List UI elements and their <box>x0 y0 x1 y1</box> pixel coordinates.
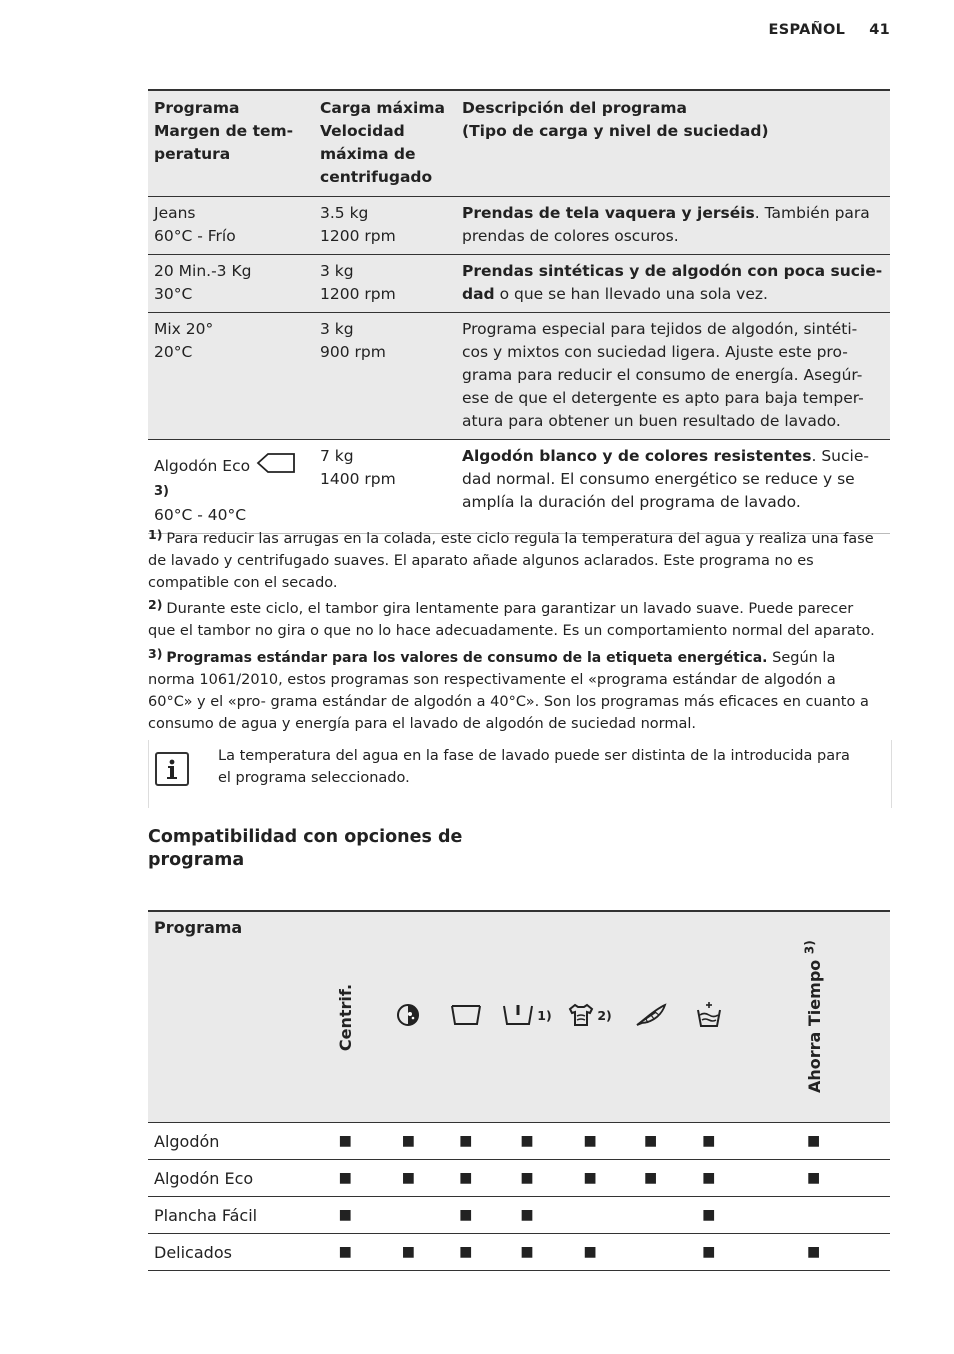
info-icon <box>155 752 189 786</box>
compat-mark: ■ <box>437 1197 495 1234</box>
compat-mark <box>380 1197 436 1234</box>
compat-mark <box>737 1197 890 1234</box>
table-row <box>148 1234 890 1271</box>
compat-mark: ■ <box>437 1234 495 1271</box>
compat-mark: ■ <box>680 1123 737 1160</box>
header-load: Carga máxima Velocidad máxima de centrifugado <box>314 90 456 197</box>
compat-mark: ■ <box>621 1123 680 1160</box>
footnote-ref: 2) <box>597 1007 612 1023</box>
option-stain <box>380 911 436 1123</box>
program-name: Algodón <box>148 1123 310 1160</box>
program-name: Algodón Eco <box>148 1160 310 1197</box>
program-cell: Jeans 60°C - Frío <box>148 197 314 255</box>
compat-mark: ■ <box>737 1234 890 1271</box>
compat-mark: ■ <box>737 1123 890 1160</box>
table-row <box>148 197 890 255</box>
compat-mark: ■ <box>495 1234 559 1271</box>
compat-mark: ■ <box>495 1197 559 1234</box>
info-text: La temperatura del agua en la fase de lavado puede ser distinta de la introducida para el programa seleccionado. <box>218 748 850 786</box>
compat-mark: ■ <box>495 1123 559 1160</box>
footnote-3: $^{3)}$ Programas estándar para los valores de consumo de la etiqueta energética. Según la norma 1061/2010, estos programas son respectivamente el «programa estándar de algodón a 60°C» y el «pro- grama estándar de algodón a 40°C». Son los programas más eficaces en cuanto a consumo de agua y energía para el lavado de algodón de suciedad normal. <box>148 646 869 732</box>
soak-icon <box>695 1001 723 1029</box>
compat-mark: ■ <box>437 1160 495 1197</box>
program-name: Plancha Fácil <box>148 1197 310 1234</box>
compat-mark: ■ <box>621 1160 680 1197</box>
load-cell: 7 kg 1400 rpm <box>314 440 456 534</box>
compat-mark <box>559 1197 621 1234</box>
footnote-2: $^{2)}$ Durante este ciclo, el tambor gira lentamente para garantizar un lavado suave. Puede parecer que el tambor no gira o que no lo hace adecuadamente. Es un comportamiento normal del aparato. <box>148 597 875 639</box>
compat-mark: ■ <box>680 1160 737 1197</box>
load-cell: 3 kg 900 rpm <box>314 313 456 440</box>
compat-mark <box>621 1234 680 1271</box>
feather-icon <box>634 1002 668 1028</box>
compat-mark: ■ <box>437 1123 495 1160</box>
option-prewash <box>437 911 495 1123</box>
option-spin <box>310 911 380 1123</box>
table-row <box>148 1123 890 1160</box>
table-row <box>148 1160 890 1197</box>
compat-mark: ■ <box>310 1197 380 1234</box>
spin-label: Centrif. <box>335 983 355 1051</box>
section-title: Compatibilidad con opciones de programa <box>148 827 463 870</box>
program-name: Delicados <box>148 1234 310 1271</box>
table-row <box>148 440 890 534</box>
table-row <box>148 255 890 313</box>
compat-mark: ■ <box>680 1197 737 1234</box>
footnote-ref: 1) <box>537 1007 552 1023</box>
option-delicate <box>621 911 680 1123</box>
program-table <box>148 89 890 534</box>
description-cell: Programa especial para tejidos de algodón, sintéti- cos y mixtos con suciedad ligera. Ajuste este pro- grama para reducir el consumo de energía. Asegúr- ese de que el detergente es apto para baja temper- atura para obtener un buen resultado de lavado. <box>456 313 890 440</box>
footnote-1: $^{1)}$ Para reducir las arrugas en la colada, este ciclo regula la temperatura del agua y realiza una fase de lavado y centrifugado suaves. El aparato añade algunos aclarados. Este programa no es compatible con el secado. <box>148 527 874 591</box>
eco-label-icon <box>256 452 296 481</box>
compat-header-row <box>148 911 890 1123</box>
program-cell: Mix 20° 20°C <box>148 313 314 440</box>
compat-mark: ■ <box>495 1160 559 1197</box>
header-program: Programa <box>148 911 310 1123</box>
compat-mark: ■ <box>310 1123 380 1160</box>
program-cell: Algodón Eco$^{3)}$ 60°C - 40°C <box>148 440 314 534</box>
table-row <box>148 1197 890 1234</box>
compatibility-table <box>148 910 890 1271</box>
option-soak <box>680 911 737 1123</box>
compat-mark: ■ <box>380 1123 436 1160</box>
description-cell: Prendas sintéticas y de algodón con poca sucie- dad o que se han llevado una sola vez. <box>456 255 890 313</box>
header-language: ESPAÑOL <box>768 22 846 38</box>
page-number: 41 <box>869 22 890 38</box>
compat-mark <box>621 1197 680 1234</box>
compat-mark: ■ <box>737 1160 890 1197</box>
table-row <box>148 313 890 440</box>
load-cell: 3.5 kg 1200 rpm <box>314 197 456 255</box>
stain-icon <box>395 1002 421 1028</box>
load-cell: 3 kg 1200 rpm <box>314 255 456 313</box>
shirt-icon <box>568 1003 594 1027</box>
compat-mark: ■ <box>559 1234 621 1271</box>
option-time-save <box>737 911 890 1123</box>
compat-mark: ■ <box>380 1160 436 1197</box>
program-cell: 20 Min.-3 Kg 30°C <box>148 255 314 313</box>
compat-mark: ■ <box>559 1160 621 1197</box>
prewash-icon <box>450 1003 482 1027</box>
compat-mark: ■ <box>310 1234 380 1271</box>
time-save-label: Ahorra Tiempo $^{3)}$ <box>802 940 825 1094</box>
option-extra-rinse <box>495 911 559 1123</box>
extra-rinse-icon <box>502 1003 534 1027</box>
compat-mark: ■ <box>680 1234 737 1271</box>
footnote-ref: 3) <box>154 484 169 499</box>
compat-mark: ■ <box>559 1123 621 1160</box>
compat-mark: ■ <box>380 1234 436 1271</box>
header-description: Descripción del programa (Tipo de carga y nivel de suciedad) <box>456 90 890 197</box>
program-table-header <box>148 90 890 197</box>
header-program: Programa Margen de tem- peratura <box>148 90 314 197</box>
description-cell: Prendas de tela vaquera y jerséis. También para prendas de colores oscuros. <box>456 197 890 255</box>
description-cell: Algodón blanco y de colores resistentes. Sucie- dad normal. El consumo energético se reduce y se amplía la duración del programa de lavado. <box>456 440 890 534</box>
option-easy-iron <box>559 911 621 1123</box>
page-header <box>769 22 890 38</box>
compat-mark: ■ <box>310 1160 380 1197</box>
info-note <box>148 740 892 808</box>
